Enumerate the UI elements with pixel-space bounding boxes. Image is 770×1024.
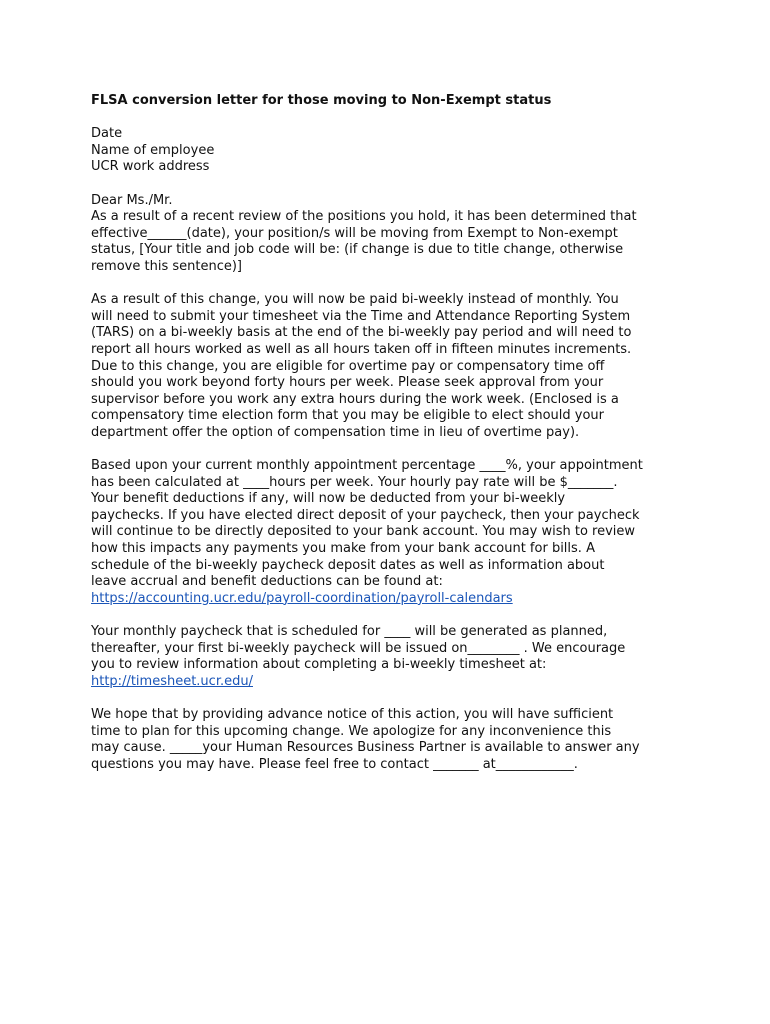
paragraph-line: schedule of the bi-weekly paycheck deposit dates as well as information about (91, 557, 605, 573)
paragraph-first-paycheck (91, 624, 691, 690)
paragraph-line: Due to this change, you are eligible for overtime pay or compensatory time off (91, 358, 605, 374)
paragraph-line: Based upon your current monthly appointment percentage ____%, your appointment (91, 458, 643, 474)
paragraph-line: thereafter, your first bi-weekly paycheck will be issued on________ . We encourage (91, 640, 626, 656)
paragraph-line: status, [Your title and job code will be: (if change is due to title change, otherwise (91, 242, 624, 258)
payroll-calendars-link[interactable]: https://accounting.ucr.edu/payroll-coordination/payroll-calendars (91, 590, 513, 606)
paragraph-appointment (91, 458, 691, 607)
paragraph-line: compensatory time election form that you may be eligible to elect should your (91, 408, 605, 424)
paragraph-line: As a result of this change, you will now be paid bi-weekly instead of monthly. You (91, 292, 619, 308)
work-address-line: UCR work address (91, 159, 210, 175)
paragraph-line: Your benefit deductions if any, will now be deducted from your bi-weekly (91, 491, 566, 507)
timesheet-link[interactable]: http://timesheet.ucr.edu/ (91, 673, 253, 689)
paragraph-line: effective______(date), your position/s will be moving from Exempt to Non-exempt (91, 225, 618, 241)
paragraph-closing (91, 707, 691, 773)
paragraph-line: report all hours worked as well as all hours taken off in fifteen minutes increments. (91, 341, 632, 357)
paragraph-line: time to plan for this upcoming change. We apologize for any inconvenience this (91, 723, 612, 739)
paragraph-line: may cause. _____your Human Resources Business Partner is available to answer any (91, 740, 640, 756)
paragraph-line: leave accrual and benefit deductions can be found at: (91, 574, 443, 590)
paragraph-line: has been calculated at ____hours per week. Your hourly pay rate will be $_______. (91, 474, 618, 490)
paragraph-line: how this impacts any payments you make from your bank account for bills. A (91, 541, 595, 557)
paragraph-line: paychecks. If you have elected direct deposit of your paycheck, then your paycheck (91, 507, 640, 523)
paragraph-line: We hope that by providing advance notice of this action, you will have sufficient (91, 706, 614, 722)
paragraph-line: questions you may have. Please feel free to contact _______ at____________. (91, 756, 578, 772)
paragraph-line: supervisor before you work any extra hours during the work week. (Enclosed is a (91, 391, 619, 407)
paragraph-biweekly-pay (91, 292, 691, 441)
paragraph-line: As a result of a recent review of the positions you hold, it has been determined that (91, 209, 637, 225)
date-line: Date (91, 126, 123, 142)
paragraph-line: you to review information about completing a bi-weekly timesheet at: (91, 657, 547, 673)
paragraph-line: (TARS) on a bi-weekly basis at the end of the bi-weekly pay period and will need to (91, 325, 632, 341)
salutation: Dear Ms./Mr. (91, 192, 173, 208)
paragraph-salutation (91, 193, 691, 276)
paragraph-line: will continue to be directly deposited to your bank account. You may wish to review (91, 524, 636, 540)
paragraph-line: should you work beyond forty hours per week. Please seek approval from your (91, 375, 604, 391)
paragraph-line: department offer the option of compensation time in lieu of overtime pay). (91, 424, 580, 440)
document-title: FLSA conversion letter for those moving to Non-Exempt status (91, 93, 552, 108)
letter-body (91, 93, 691, 790)
paragraph-line: will need to submit your timesheet via the Time and Attendance Reporting System (91, 308, 631, 324)
paragraph-line: remove this sentence)] (91, 258, 242, 274)
header-block (91, 126, 691, 176)
employee-name-line: Name of employee (91, 142, 215, 158)
paragraph-line: Your monthly paycheck that is scheduled for ____ will be generated as planned, (91, 624, 608, 639)
